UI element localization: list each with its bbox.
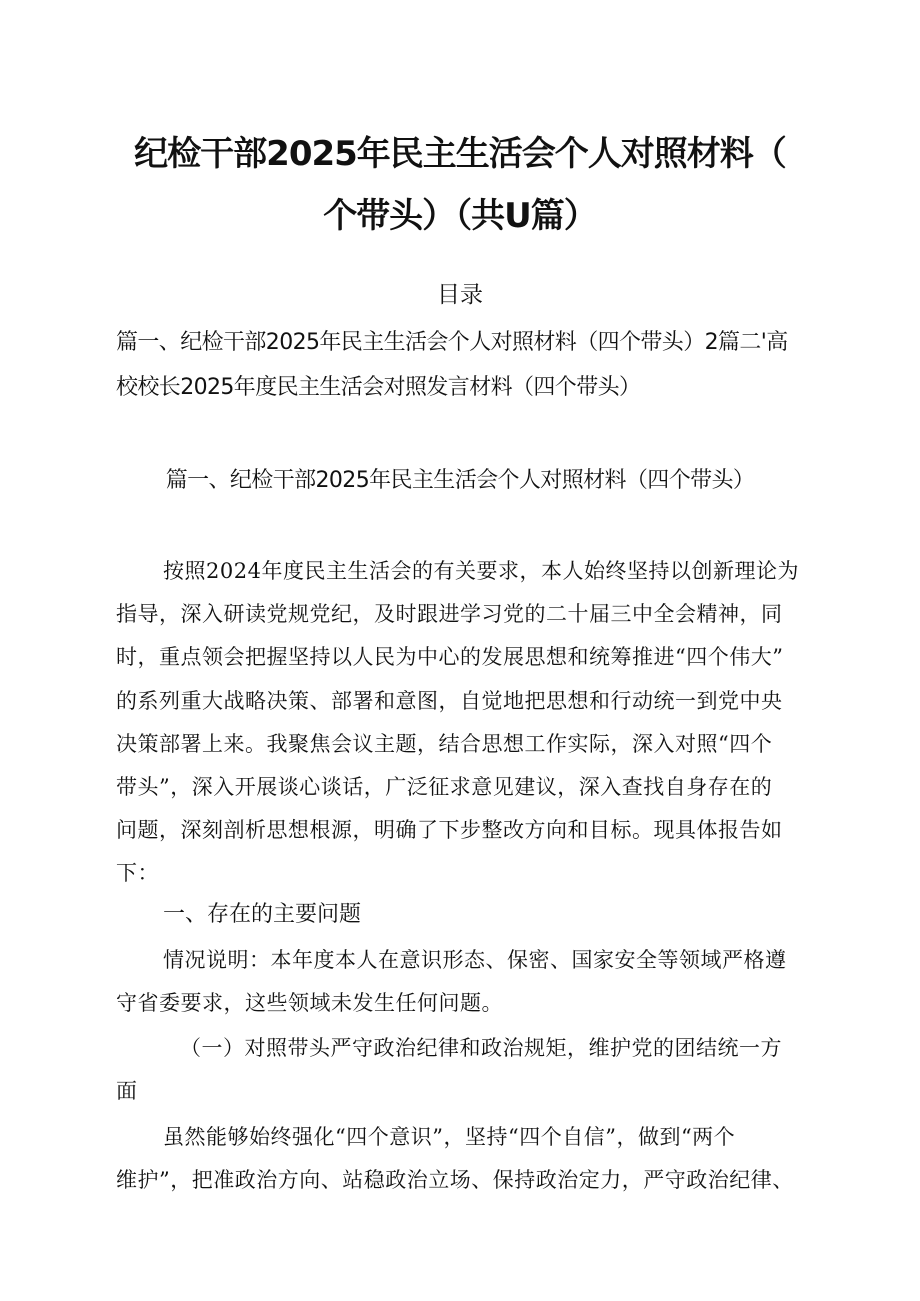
paragraph-line: 下： <box>116 861 159 885</box>
toc-entry-line-1: 篇一、纪检干部2025年民主生活会个人对照材料（四个带头）2篇二'高 <box>116 330 788 355</box>
paragraph-line: 守省委要求，这些领域未发生任何问题。 <box>116 991 503 1015</box>
toc-heading: 目录 <box>437 282 483 308</box>
paragraph-line: 时，重点领会把握坚持以人民为中心的发展思想和统筹推进“四个伟大” <box>116 645 784 669</box>
document-title-line-1: 纪检干部2025年民主生活会个人对照材料（ <box>134 134 786 174</box>
paragraph-line: 决策部署上来。我聚焦会议主题，结合思想工作实际，深入对照“四个 <box>116 732 773 756</box>
subheading-line: 面 <box>116 1079 138 1103</box>
section-heading-problems: 一、存在的主要问题 <box>163 902 362 927</box>
paragraph-line: 虽然能够始终强化“四个意识”，坚持“四个自信”，做到“两个 <box>163 1125 736 1149</box>
paragraph-line: 指导，深入研读党规党纪，及时跟进学习党的二十届三中全会精神，同 <box>116 602 783 626</box>
toc-entry-line-2: 校校长2025年度民主生活会对照发言材料（四个带头） <box>116 375 641 400</box>
subheading-line: （一）对照带头严守政治纪律和政治规矩，维护党的团结统一方 <box>180 1036 782 1060</box>
paragraph-line: 情况说明：本年度本人在意识形态、保密、国家安全等领域严格遵 <box>163 948 787 972</box>
paragraph-line: 维护”，把准政治方向、站稳政治立场、保持政治定力，严守政治纪律、 <box>116 1168 794 1192</box>
paragraph-line: 问题，深刻剖析思想根源，明确了下步整改方向和目标。现具体报告如 <box>116 818 783 842</box>
paragraph-line: 的系列重大战略决策、部署和意图，自觉地把思想和行动统一到党中央 <box>116 689 783 713</box>
paragraph-line: 按照2024年度民主生活会的有关要求，本人始终坚持以创新理论为 <box>163 559 799 583</box>
paragraph-line: 带头”，深入开展谈心谈话，广泛征求意见建议，深入查找自身存在的 <box>116 775 773 799</box>
section-title: 篇一、纪检干部2025年民主生活会个人对照材料（四个带头） <box>165 468 755 493</box>
document-title-line-2: 个带头）（共U篇） <box>323 196 597 236</box>
